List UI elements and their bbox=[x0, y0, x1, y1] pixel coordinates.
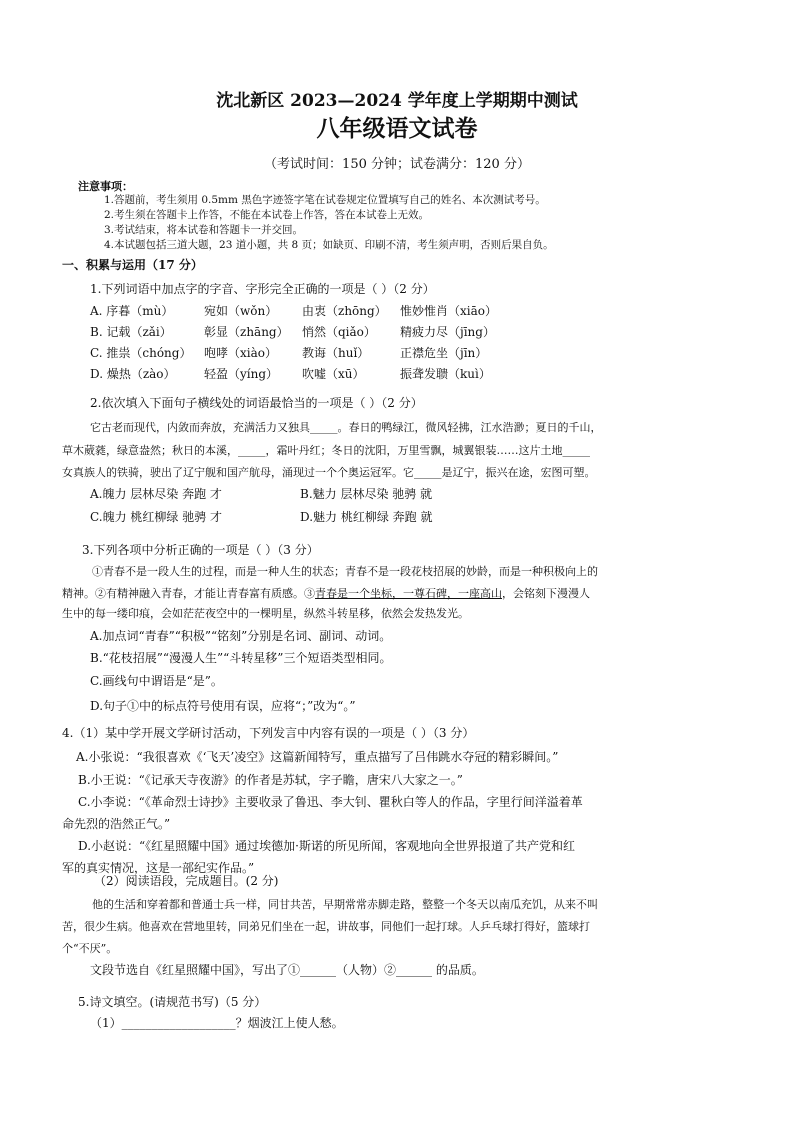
option-d: D. 燥热（zào） bbox=[90, 367, 176, 381]
question-4-sub2-stem: （2）阅读语段，完成题目。(2 分) bbox=[94, 874, 279, 888]
note-item: 2.考生须在答题卡上作答，不能在本试卷上作答，答在本试卷上无效。 bbox=[104, 209, 430, 221]
question-3-passage-line: ①青春不是一段人生的过程，而是一种人生的状态；青春不是一段花枝招展的妙龄，而是一种积极向上的 bbox=[92, 565, 598, 578]
underlined-sentence: 青春是一个坐标，一尊石碑，一座高山 bbox=[315, 587, 502, 600]
option-d-cont: 军的真实情况，这是一部纪实作品。” bbox=[62, 861, 255, 875]
question-4-fill-line: 文段节选自《红星照耀中国》，写出了①______（人物）②______ 的品质。 bbox=[90, 963, 484, 977]
option-b: B.小王说：“《记承天寺夜游》的作者是苏轼，字子瞻，唐宋八大家之一。” bbox=[78, 773, 463, 787]
option-c: C.魄力 桃红柳绿 驰骋 才 bbox=[90, 510, 223, 524]
question-2-passage-line: 草木葳蕤，绿意盎然；秋日的本溪，_____，霜叶丹红；冬日的沈阳，万里雪飘，城翼银装……这片土地_____ bbox=[62, 444, 590, 457]
option-c-word: 咆哮（xiào） bbox=[204, 346, 277, 360]
option-c: C.画线句中谓语是“是”。 bbox=[90, 674, 223, 688]
question-3-passage-line bbox=[62, 585, 590, 601]
question-5-line: （1）___________________？烟波江上使人愁。 bbox=[90, 1016, 344, 1030]
option-d: D.小赵说：“《红星照耀中国》通过埃德加·斯诺的所见所闻，客观地向全世界报道了共产党和红 bbox=[78, 839, 575, 853]
question-4-passage-line: 苦，很少生病。他喜欢在营地里转，同弟兄们坐在一起，讲故事，同他们一起打球。人乒乓球打得好，篮球打 bbox=[62, 920, 590, 933]
option-c: C. 推祟（chóng） bbox=[90, 346, 192, 360]
option-a: A.小张说：“我很喜欢《‘飞天’凌空》这篇新闻特写，重点描写了吕伟跳水夺冠的精彩瞬间。” bbox=[76, 750, 559, 764]
exam-region-title: 沈北新区 2023—2024 学年度上学期期中测试 bbox=[216, 91, 578, 111]
option-c: C.小李说：“《革命烈士诗抄》主要收录了鲁迅、李大钊、瞿秋白等人的作品，字里行间洋溢着革 bbox=[78, 795, 583, 809]
question-2-passage-line: 它古老而现代，内敛而奔放，充满活力又独具_____。春日的鸭绿江，微风轻拂，江水浩渺；夏日的千山， bbox=[90, 421, 602, 434]
option-b-word: 彰显（zhāng） bbox=[204, 325, 289, 339]
option-b-word: 悄然（qiǎo） bbox=[302, 325, 376, 339]
option-a: A.魄力 层林尽染 奔跑 才 bbox=[90, 487, 222, 501]
option-a: A.加点词“青春”“积极”“铭刻”分别是名词、副词、动词。 bbox=[90, 629, 392, 643]
question-3-stem: 3.下列各项中分析正确的一项是（ ）（3 分） bbox=[82, 543, 319, 557]
option-b: B. 记载（zǎi） bbox=[90, 325, 172, 339]
passage-text: 精神。②有精神融入青春，才能让青春富有质感。③ bbox=[62, 587, 315, 600]
question-4-stem: 4.（1）某中学开展文学研讨活动，下列发言中内容有误的一项是（ ）（3 分） bbox=[62, 726, 475, 740]
option-c-word: 正襟危坐（jīn） bbox=[400, 346, 488, 360]
note-item: 3.考试结束，将本试卷和答题卡一并交回。 bbox=[104, 224, 304, 236]
question-4-passage-line: 他的生活和穿着都和普通士兵一样，同甘共苦，早期常常赤脚走路，整整一个冬天以南瓜充饥，从来不叫 bbox=[92, 898, 598, 911]
exam-meta: （考试时间：150 分钟；试卷满分：120 分） bbox=[264, 157, 530, 172]
option-b: B.“花枝招展”“漫漫人生”“斗转星移”三个短语类型相同。 bbox=[90, 651, 392, 665]
option-d-word: 振聋发聩（kuì） bbox=[400, 367, 491, 381]
option-c-word: 教诲（huǐ） bbox=[302, 346, 370, 360]
option-d-word: 轻盈（yíng） bbox=[204, 367, 279, 381]
option-a-word: 由衷（zhōng） bbox=[302, 304, 387, 318]
option-a: A. 序暮（mù） bbox=[90, 304, 174, 318]
section-heading: 一、积累与运用（17 分） bbox=[62, 258, 203, 272]
question-2-passage-line: 女真族人的铁骑，驶出了辽宁舰和国产航母，涌现过一个个奥运冠军。它_____是辽宁，振兴在途，宏图可塑。 bbox=[62, 466, 596, 479]
question-3-passage-line: 生中的每一缕印痕，会如茫茫夜空中的一棵明星，纵然斗转星移，依然会发热发光。 bbox=[62, 607, 469, 620]
note-item: 1.答题前，考生须用 0.5mm 黑色字迹签字笔在试卷规定位置填写自己的姓名、本次测试考号。 bbox=[104, 194, 546, 206]
exam-paper-title: 八年级语文试卷 bbox=[316, 115, 478, 142]
option-a-word: 惟妙惟肖（xiāo） bbox=[400, 304, 497, 318]
option-a-word: 宛如（wǒn） bbox=[204, 304, 278, 318]
option-c-cont: 命先烈的浩然正气。” bbox=[62, 817, 171, 831]
question-4-passage-line: 个“不厌”。 bbox=[62, 942, 118, 955]
option-d: D.魅力 桃红柳绿 奔跑 就 bbox=[300, 510, 433, 524]
question-2-stem: 2.依次填入下面句子横线处的词语最恰当的一项是（ ）（2 分） bbox=[90, 396, 423, 410]
notes-heading: 注意事项： bbox=[78, 180, 133, 193]
question-1-stem: 1.下列词语中加点字的字音、字形完全正确的一项是（ ）（2 分） bbox=[90, 282, 435, 296]
option-b: B.魅力 层林尽染 驰骋 就 bbox=[300, 487, 433, 501]
passage-text: ，会铭刻下漫漫人 bbox=[502, 587, 590, 600]
option-d-word: 吹嘘（xū） bbox=[302, 367, 365, 381]
option-b-word: 精疲力尽（jīng） bbox=[400, 325, 495, 339]
note-item: 4.本试题包括三道大题，23 道小题，共 8 页；如缺页、印刷不清，考生须声明，否则后果自负。 bbox=[104, 239, 554, 251]
option-d: D.句子①中的标点符号使用有误，应将“；”改为“。” bbox=[90, 699, 356, 713]
question-5-stem: 5.诗文填空。(请规范书写)（5 分） bbox=[78, 995, 267, 1009]
